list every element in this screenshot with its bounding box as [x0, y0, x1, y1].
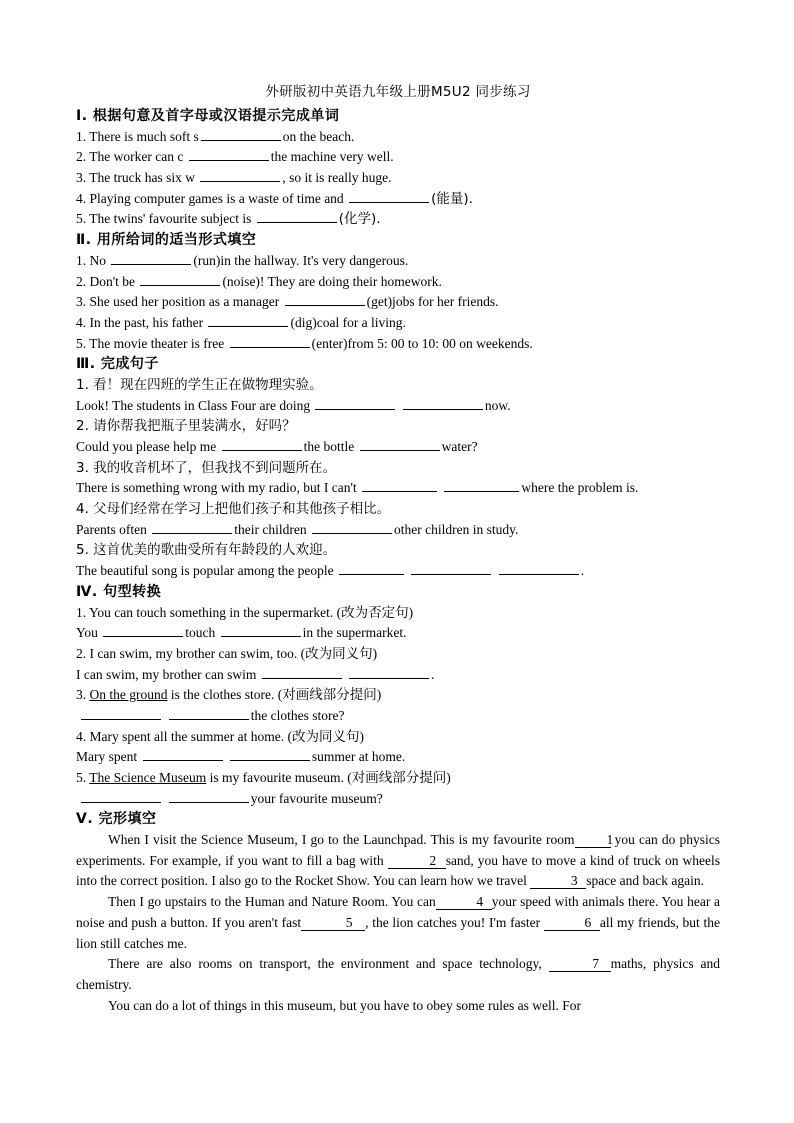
s1-item-4-text: 4. Playing computer games is a waste of time and — [76, 190, 344, 206]
s4-q4-tail: summer at home. — [311, 749, 406, 765]
s3-q3-english — [76, 478, 720, 499]
answer-blank[interactable] — [444, 479, 519, 492]
section-4-heading: Ⅳ. 句型转换 — [76, 583, 162, 600]
s3-q2-chinese: 2. 请你帮我把瓶子里装满水，好吗？ — [76, 418, 296, 435]
s1-item-3 — [76, 168, 720, 189]
answer-blank[interactable] — [411, 562, 491, 575]
s3-q2-english — [76, 437, 720, 458]
s1-item-5-tail: (化学). — [338, 211, 381, 228]
cloze-text: all my friends, but the lion still catches me. — [76, 914, 720, 951]
answer-blank[interactable] — [208, 314, 288, 327]
s3-q1-chinese: 1. 看！现在四班的学生正在做物理实验。 — [76, 376, 323, 393]
cloze-blank-6[interactable]: 6 — [544, 916, 600, 931]
worksheet-content — [76, 106, 720, 1016]
answer-blank[interactable] — [285, 293, 365, 306]
s4-q2-text: I can swim, my brother can swim — [76, 666, 257, 682]
s3-q5-text: The beautiful song is popular among the people — [76, 563, 334, 579]
cloze-text: Then I go upstairs to the Human and Nature Room. You can — [108, 894, 436, 910]
s2-item-2-text: 2. Don't be — [76, 273, 136, 289]
s2-item-1-text: 1. No — [76, 252, 106, 268]
s4-q3-answer — [76, 706, 720, 727]
s2-item-5 — [76, 334, 720, 355]
s3-q4-tail: other children in study. — [393, 521, 519, 537]
cloze-text: your speed with animals there. You hear a noise and push a button. If you aren't fast — [76, 894, 720, 930]
answer-blank[interactable] — [312, 521, 392, 534]
s3-q2-text: Could you please help me — [76, 439, 217, 454]
s3-q1-english — [76, 396, 720, 417]
cloze-paragraph-1 — [76, 830, 720, 892]
cloze-blank-1[interactable]: 1 — [575, 833, 611, 848]
answer-blank[interactable] — [81, 707, 161, 720]
s1-item-1-text: 1. There is much soft s — [76, 128, 199, 144]
s2-item-3-text: 3. She used her position as a manager — [76, 294, 280, 310]
answer-blank[interactable] — [189, 148, 269, 161]
answer-blank[interactable] — [221, 624, 301, 637]
cloze-text: space and back again. — [586, 873, 704, 889]
s2-item-5-text: 5. The movie theater is free — [76, 335, 225, 351]
answer-blank[interactable] — [222, 438, 302, 451]
s3-q1-text: Look! The students in Class Four are doing — [76, 397, 311, 413]
s4-q4-answer — [76, 747, 720, 768]
section-1-heading: Ⅰ. 根据句意及首字母或汉语提示完成单词 — [76, 108, 340, 124]
answer-blank[interactable] — [152, 521, 232, 534]
cloze-blank-5[interactable]: 5 — [301, 916, 365, 931]
cloze-blank-3[interactable]: 3 — [530, 874, 586, 889]
s4-q5 — [76, 768, 720, 789]
cloze-paragraph-4 — [76, 996, 720, 1017]
answer-blank[interactable] — [349, 190, 429, 203]
answer-blank[interactable] — [499, 562, 579, 575]
answer-blank[interactable] — [111, 252, 191, 265]
s1-item-4-tail: (能量). — [431, 190, 473, 207]
s3-q4-english — [76, 520, 720, 541]
s2-item-5-tail: (enter)from 5: 00 to 10: 00 on weekends. — [311, 335, 533, 351]
s3-q5-chinese: 5. 这首优美的歌曲受所有年龄段的人欢迎。 — [76, 542, 337, 559]
s2-item-1 — [76, 251, 720, 272]
cloze-text: you can do physics experiments. For example, if you want to fill a bag with — [76, 832, 720, 868]
s4-q3-number: 3. — [76, 687, 87, 703]
s4-q2-answer — [76, 665, 720, 686]
s4-q5-number: 5. — [76, 770, 87, 785]
cloze-text: maths, physics and chemistry. — [76, 956, 720, 992]
answer-blank[interactable] — [201, 128, 281, 141]
cloze-text: , the lion catches you! I'm faster — [365, 914, 541, 930]
s4-q5-answer — [76, 789, 720, 810]
section-2-heading: Ⅱ. 用所给词的适当形式填空 — [76, 232, 257, 249]
cloze-text: There are also rooms on transport, the environment and space technology, — [108, 956, 542, 972]
s1-item-2-tail: the machine very well. — [270, 149, 394, 165]
s2-item-4-text: 4. In the past, his father — [76, 314, 204, 330]
answer-blank[interactable] — [169, 707, 249, 720]
s4-q5-underlined: The Science Museum — [89, 770, 207, 785]
s3-q5-english — [76, 561, 720, 582]
worksheet-title: 外研版初中英语九年级上册M5U2 同步练习 — [265, 84, 531, 100]
cloze-blank-2[interactable]: 2 — [388, 854, 446, 869]
s4-q1-text: You — [76, 625, 98, 641]
s3-q1-tail: now. — [484, 397, 511, 413]
s2-item-1-tail: (run)in the hallway. It's very dangerous. — [193, 252, 409, 268]
cloze-text: When I visit the Science Museum, I go to the Launchpad. This is my favourite room — [108, 832, 575, 848]
s3-q5-tail: . — [580, 563, 585, 579]
answer-blank[interactable] — [143, 748, 223, 761]
answer-blank[interactable] — [103, 624, 183, 637]
s3-q3-chinese: 3. 我的收音机坏了，但我找不到问题所在。 — [76, 459, 337, 476]
s1-item-2 — [76, 147, 720, 168]
s2-item-3-tail: (get)jobs for her friends. — [366, 294, 499, 310]
answer-blank[interactable] — [200, 169, 280, 182]
s1-item-3-tail: , so it is really huge. — [282, 170, 392, 186]
s3-q3-tail: where the problem is. — [521, 480, 639, 496]
answer-blank[interactable] — [140, 273, 220, 286]
answer-blank[interactable] — [403, 397, 483, 410]
s3-q2-mid: the bottle — [303, 439, 355, 454]
s3-q3-text: There is something wrong with my radio, but I can't — [76, 480, 357, 496]
answer-blank[interactable] — [230, 748, 310, 761]
s1-item-1-tail: on the beach. — [282, 128, 355, 144]
s1-item-2-text: 2. The worker can c — [76, 149, 184, 165]
s3-q4-text: Parents often — [76, 521, 147, 537]
s1-item-1 — [76, 127, 720, 148]
section-3-heading: Ⅲ. 完成句子 — [76, 356, 159, 373]
s4-q5-text: is my favourite museum. (对画线部分提问) — [209, 770, 451, 785]
s4-q1-tail: in the supermarket. — [302, 625, 407, 641]
s3-q4-mid: their children — [234, 521, 307, 537]
answer-blank[interactable] — [169, 790, 249, 803]
s3-q4-chinese: 4. 父母们经常在学习上把他们孩子和其他孩子相比。 — [76, 501, 391, 518]
s2-item-3 — [76, 292, 720, 313]
answer-blank[interactable] — [230, 335, 310, 348]
s4-q3 — [76, 685, 720, 706]
s4-q1-mid: touch — [185, 625, 216, 641]
s1-item-5 — [76, 209, 720, 230]
s1-item-4 — [76, 189, 720, 210]
section-5-heading: Ⅴ. 完形填空 — [76, 811, 157, 828]
cloze-paragraph-2 — [76, 892, 720, 954]
s2-item-4 — [76, 313, 720, 334]
answer-blank[interactable] — [339, 562, 404, 575]
answer-blank[interactable] — [360, 438, 440, 451]
answer-blank[interactable] — [362, 479, 437, 492]
answer-blank[interactable] — [262, 666, 342, 679]
s4-q5-tail: your favourite museum? — [250, 790, 383, 806]
s2-item-2 — [76, 272, 720, 293]
cloze-blank-7[interactable]: 7 — [549, 957, 611, 972]
cloze-blank-4[interactable]: 4 — [436, 895, 492, 910]
s3-q2-tail: water? — [441, 439, 478, 454]
s4-q4-text: Mary spent — [76, 749, 138, 765]
s4-q2-tail: . — [431, 666, 435, 682]
cloze-text: sand, you have to move a kind of truck on wheels into the correct position. I also go to the Rocket Show. You can learn how we travel — [76, 852, 720, 889]
s4-q3-tail: the clothes store? — [250, 707, 345, 723]
s2-item-4-tail: (dig)coal for a living. — [290, 314, 406, 330]
s2-item-2-tail: (noise)! They are doing their homework. — [222, 273, 442, 289]
s4-q1: 1. You can touch something in the supermarket. (改为否定句) — [76, 604, 414, 620]
s1-item-5-text: 5. The twins' favourite subject is — [76, 211, 252, 227]
s4-q3-text: is the clothes store. (对画线部分提问) — [170, 687, 382, 703]
answer-blank[interactable] — [315, 397, 395, 410]
s1-item-3-text: 3. The truck has six w — [76, 170, 195, 186]
s4-q4: 4. Mary spent all the summer at home. (改为同义句) — [76, 728, 364, 744]
answer-blank[interactable] — [349, 666, 429, 679]
s4-q2: 2. I can swim, my brother can swim, too. (改为同义句) — [76, 645, 378, 661]
cloze-paragraph-3 — [76, 954, 720, 995]
s4-q1-answer — [76, 623, 720, 644]
s4-q3-underlined: On the ground — [89, 687, 168, 703]
cloze-text: You can do a lot of things in this museum, but you have to obey some rules as well. For — [108, 997, 581, 1013]
answer-blank[interactable] — [81, 790, 161, 803]
answer-blank[interactable] — [257, 210, 337, 223]
